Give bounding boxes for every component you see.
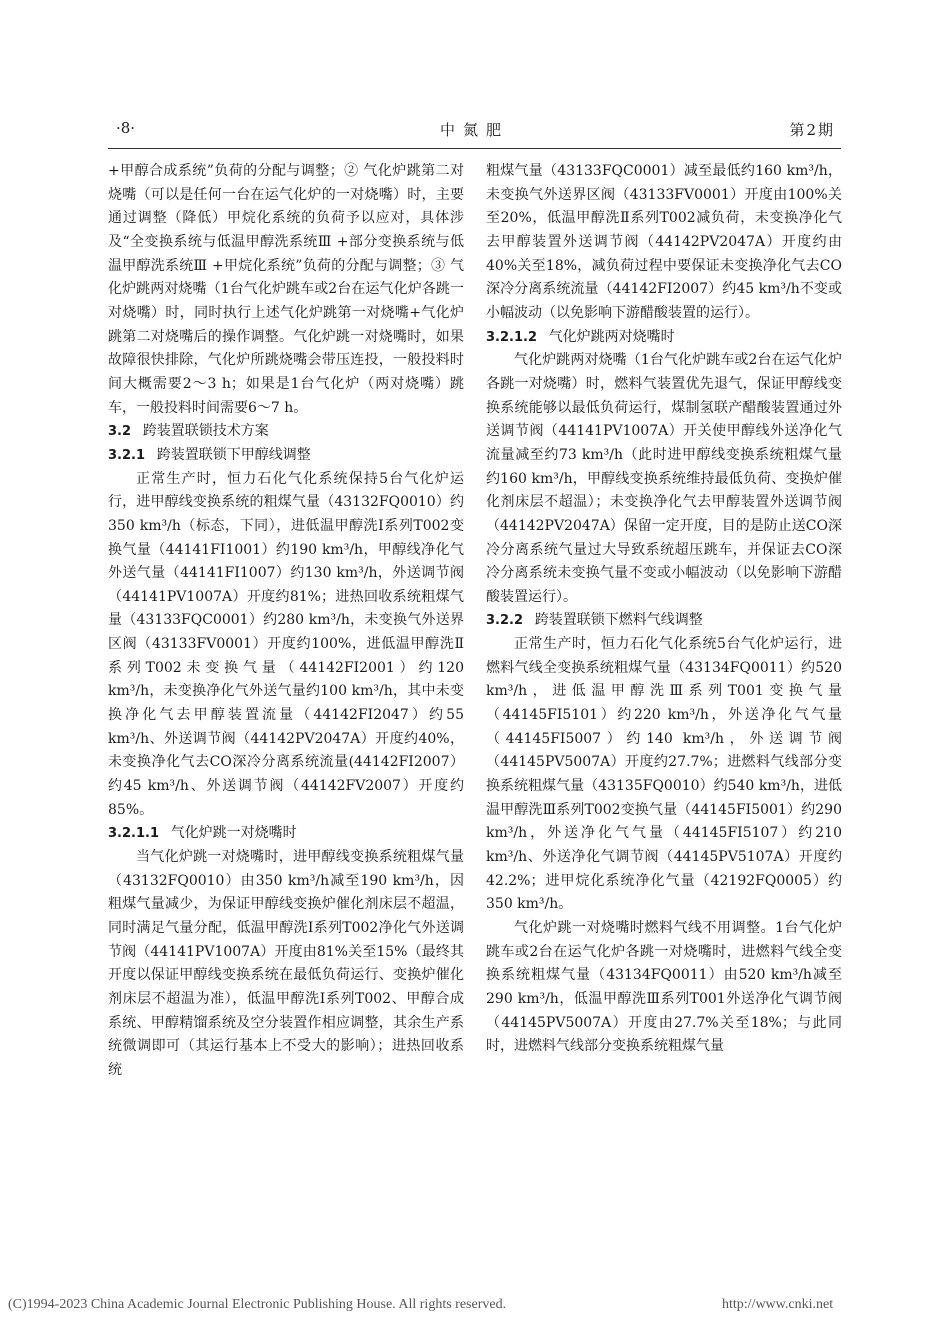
section-title: 气化炉跳两对烧嘴时 [548,328,675,345]
section-number: 3.2 [108,424,132,440]
section-title: 跨装置联锁下甲醇线调整 [156,446,311,463]
subsection-heading [108,444,464,468]
paragraph: 粗煤气量（43133FQC0001）减至最低约160 km³/h，未变换气外送界区阀（43133FV0001）开度由100%关至20%，低温甲醇洗Ⅱ系列T002减负荷，未变换净化气去甲醇装置外送调节阀（44142PV2047A）开度约由40%关至18%，减负荷过程中要保证未变换净化气去CO深冷分离系统流量（44142FI2007）约45 km³/h不变或小幅波动（以免影响下游醋酸装置的运行）。 [486,163,842,321]
paragraph: 当气化炉跳一对烧嘴时，进甲醇线变换系统粗煤气量（43132FQ0010）由350 km³/h减至190 km³/h，因粗煤气量减少，为保证甲醇线变换炉催化剂床层不超温，同时满足气量分配，低温甲醇洗Ⅰ系列T002净化气外送调节阀（44141PV1007A）开度由81%关至15%（最终其开度以保证甲醇线变换系统在最低负荷运行、变换炉催化剂床层不超温为准），低温甲醇洗Ⅰ系列T002、甲醇合成系统、甲醇精馏系统及空分装置作相应调整，其余生产系统微调即可（其运行基本上不受大的影响）；进热回收系统 [108,849,464,1078]
footer-url[interactable]: http://www.cnki.net [722,1297,834,1312]
section-title: 跨装置联锁下燃料气线调整 [534,612,703,629]
section-title: 气化炉跳一对烧嘴时 [170,825,297,842]
subsubsection-heading [108,822,464,846]
section-title: 跨装置联锁技术方案 [142,423,269,440]
section-heading [108,420,464,444]
section-number: 3.2.2 [486,613,524,629]
paragraph: 气化炉跳一对烧嘴时燃料气线不用调整。1台气化炉跳车或2台在运气化炉各跳一对烧嘴时，进燃料气线全变换系统粗煤气量（43134FQ0011）由520 km³/h减至290 km³/h，低温甲醇洗Ⅲ系列T001外送净化气调节阀（44145PV5007A）开度由27.7%关至18%；与此同时，进燃料气线部分变换系统粗煤气量 [486,920,842,1055]
section-number: 3.2.1 [108,447,146,463]
section-number: 3.2.1.2 [486,329,537,345]
header-rule [108,148,841,149]
journal-name: 中氮肥 [439,121,509,139]
copyright-notice: (C)1994-2023 China Academic Journal Electronic Publishing House. All rights reserved. [8,1297,507,1312]
paragraph: +甲醇合成系统”负荷的分配与调整；② 气化炉跳第二对烧嘴（可以是任何一台在运气化炉的一对烧嘴）时，主要通过调整（降低）甲烷化系统的负荷予以应对，具体涉及“全变换系统与低温甲醇洗系统Ⅲ +部分变换系统与低温甲醇洗系统Ⅲ +甲烷化系统”负荷的分配与调整；③ 气化炉跳两对烧嘴（1台气化炉跳车或2台在运气化炉各跳一对烧嘴）时，同时执行上述气化炉跳第一对烧嘴+气化炉跳第二对烧嘴后的操作调整。气化炉跳一对烧嘴时，如果故障很快排除，气化炉所跳烧嘴会带压连投，一般投料时间大概需要2～3 h；如果是1台气化炉（两对烧嘴）跳车，一般投料时间需要6～7 h。 [108,163,464,416]
paragraph: 气化炉跳两对烧嘴（1台气化炉跳车或2台在运气化炉各跳一对烧嘴）时，燃料气装置优先退气，保证甲醇线变换系统能够以最低负荷运行，煤制氢联产醋酸装置通过外送调节阀（44141PV1007A）开关使甲醇线外送净化气流量减至约73 km³/h（此时进甲醇线变换系统粗煤气量约160 km³/h，甲醇线变换系统维持最低负荷、变换炉催化剂床层不超温）；未变换净化气去甲醇装置外送调节阀（44142PV2047A）保留一定开度，目的是防止送CO深冷分离系统气量过大导致系统超压跳车，并保证去CO深冷分离系统未变换气量不变或小幅波动（以免影响下游醋酸装置运行）。 [486,352,842,605]
subsubsection-heading [486,326,842,350]
page-header [108,119,841,143]
subsection-heading [486,609,842,633]
right-column [486,160,842,1059]
left-column [108,160,464,1083]
paragraph: 正常生产时，恒力石化气化系统5台气化炉运行，进燃料气线全变换系统粗煤气量（43134FQ0011）约520 km³/h，进低温甲醇洗Ⅲ系列T001变换气量（44145FI5101）约220 km³/h，外送净化气气量（44145FI5007）约140 km³/h，外送调节阀（44145PV5007A）开度约27.7%；进燃料气线部分变换系统粗煤气量（43135FQ0010）约540 km³/h，进低温甲醇洗Ⅲ系列T002变换气量（44145FI5001）约290 km³/h，外送净化气气量（44145FI5107）约210 km³/h、外送净化气调节阀（44145PV5107A）开度约42.2%；进甲烷化系统净化气量（42192FQ0005）约350 km³/h。 [486,636,842,913]
issue-number: 第2期 [789,121,835,139]
paragraph: 正常生产时，恒力石化气化系统保持5台气化炉运行，进甲醇线变换系统的粗煤气量（43132FQ0010）约350 km³/h（标态，下同），进低温甲醇洗Ⅰ系列T002变换气量（44141FI1001）约190 km³/h，甲醇线净化气外送气量（44141FI1007）约130 km³/h，外送调节阀（44141PV1007A）开度约81%；进热回收系统粗煤气量（43133FQC0001）约280 km³/h，未变换气外送界区阀（43133FV0001）开度约100%，进低温甲醇洗Ⅱ系列T002未变换气量（44142FI2001）约120 km³/h，未变换净化气外送气量约100 km³/h，其中未变换净化气去甲醇装置流量（44142FI2047）约55 km³/h、外送调节阀（44142PV2047A）开度约40%，未变换净化气去CO深冷分离系统流量(44142FI2007）约45 km³/h、外送调节阀（44142FV2007）开度约85%。 [108,470,464,818]
section-number: 3.2.1.1 [108,826,159,842]
page-number: ·8· [116,119,136,137]
